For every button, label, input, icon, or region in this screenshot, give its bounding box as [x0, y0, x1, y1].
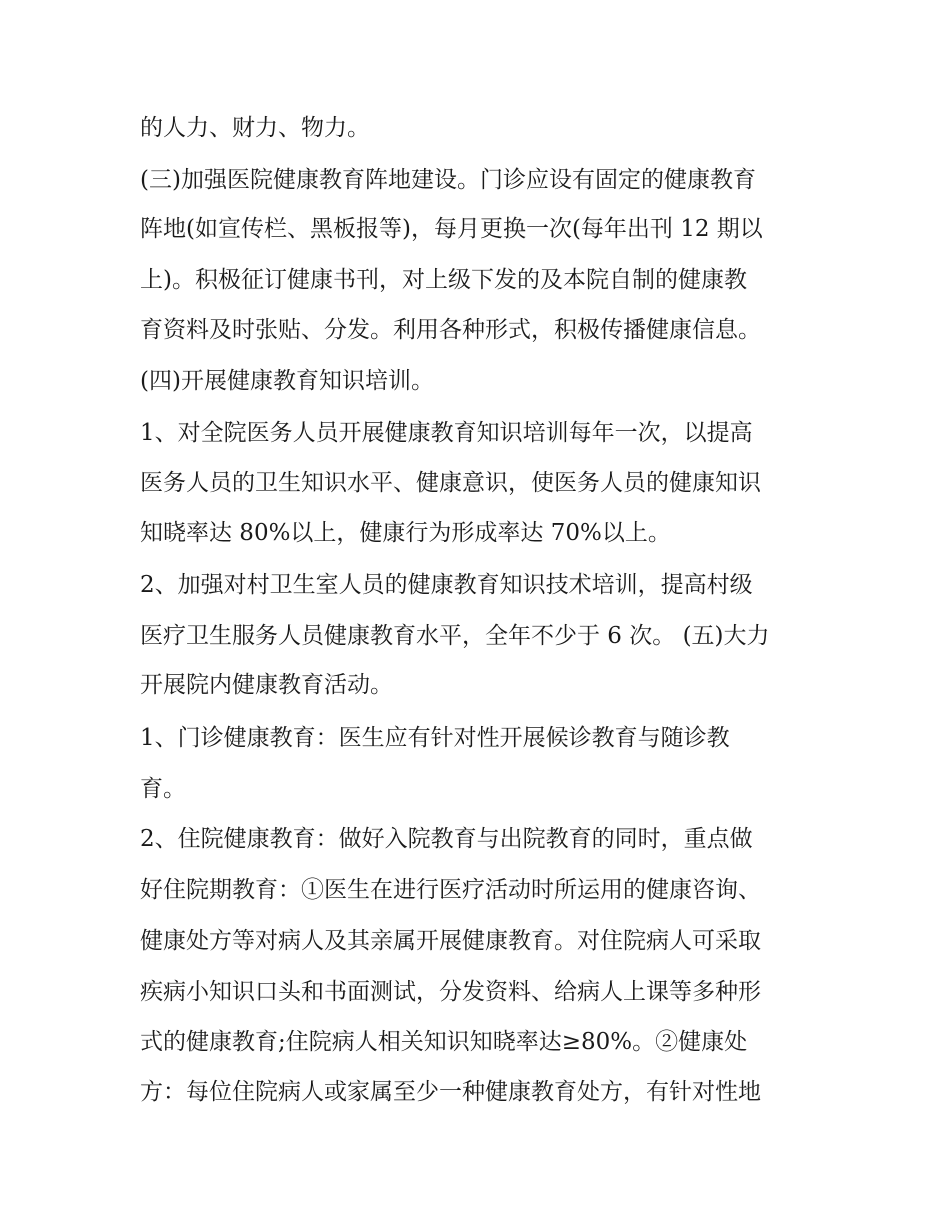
text-line: 阵地(如宣传栏、黑板报等)，每月更换一次(每年出刊 12 期以 — [140, 216, 763, 242]
text-line: 2、加强对村卫生室人员的健康教育知识技术培训，提高村级 — [140, 572, 753, 598]
text-line: 育资料及时张贴、分发。利用各种形式，积极传播健康信息。 — [140, 317, 761, 343]
text-line: 健康处方等对病人及其亲属开展健康教育。对住院病人可采取 — [140, 928, 761, 954]
text-line: 方：每位住院病人或家属至少一种健康教育处方，有针对性地 — [140, 1079, 761, 1105]
text-line: (四)开展健康教育知识培训。 — [140, 368, 434, 394]
text-line: 的人力、财力、物力。 — [140, 115, 370, 141]
text-line: 医务人员的卫生知识水平、健康意识，使医务人员的健康知识 — [140, 470, 761, 496]
text-line: 1、门诊健康教育：医生应有针对性开展候诊教育与随诊教 — [140, 725, 730, 751]
text-line: 开展院内健康教育活动。 — [140, 672, 393, 698]
text-line: 知晓率达 80%以上，健康行为形成率达 70%以上。 — [140, 520, 671, 546]
text-line: (三)加强医院健康教育阵地建设。门诊应设有固定的健康教育 — [140, 167, 756, 193]
text-line: 1、对全院医务人员开展健康教育知识培训每年一次，以提高 — [140, 420, 753, 446]
text-line: 育。 — [140, 776, 186, 802]
text-line: 医疗卫生服务人员健康教育水平，全年不少于 6 次。 (五)大力 — [140, 623, 770, 649]
text-line: 上)。积极征订健康书刊，对上级下发的及本院自制的健康教 — [140, 267, 747, 293]
text-line: 式的健康教育;住院病人相关知识知晓率达≥80%。②健康处 — [140, 1029, 748, 1055]
text-line: 2、住院健康教育：做好入院教育与出院教育的同时，重点做 — [140, 826, 753, 852]
text-line: 疾病小知识口头和书面测试，分发资料、给病人上课等多种形 — [140, 979, 761, 1005]
text-line: 好住院期教育：①医生在进行医疗活动时所运用的健康咨询、 — [140, 877, 761, 903]
